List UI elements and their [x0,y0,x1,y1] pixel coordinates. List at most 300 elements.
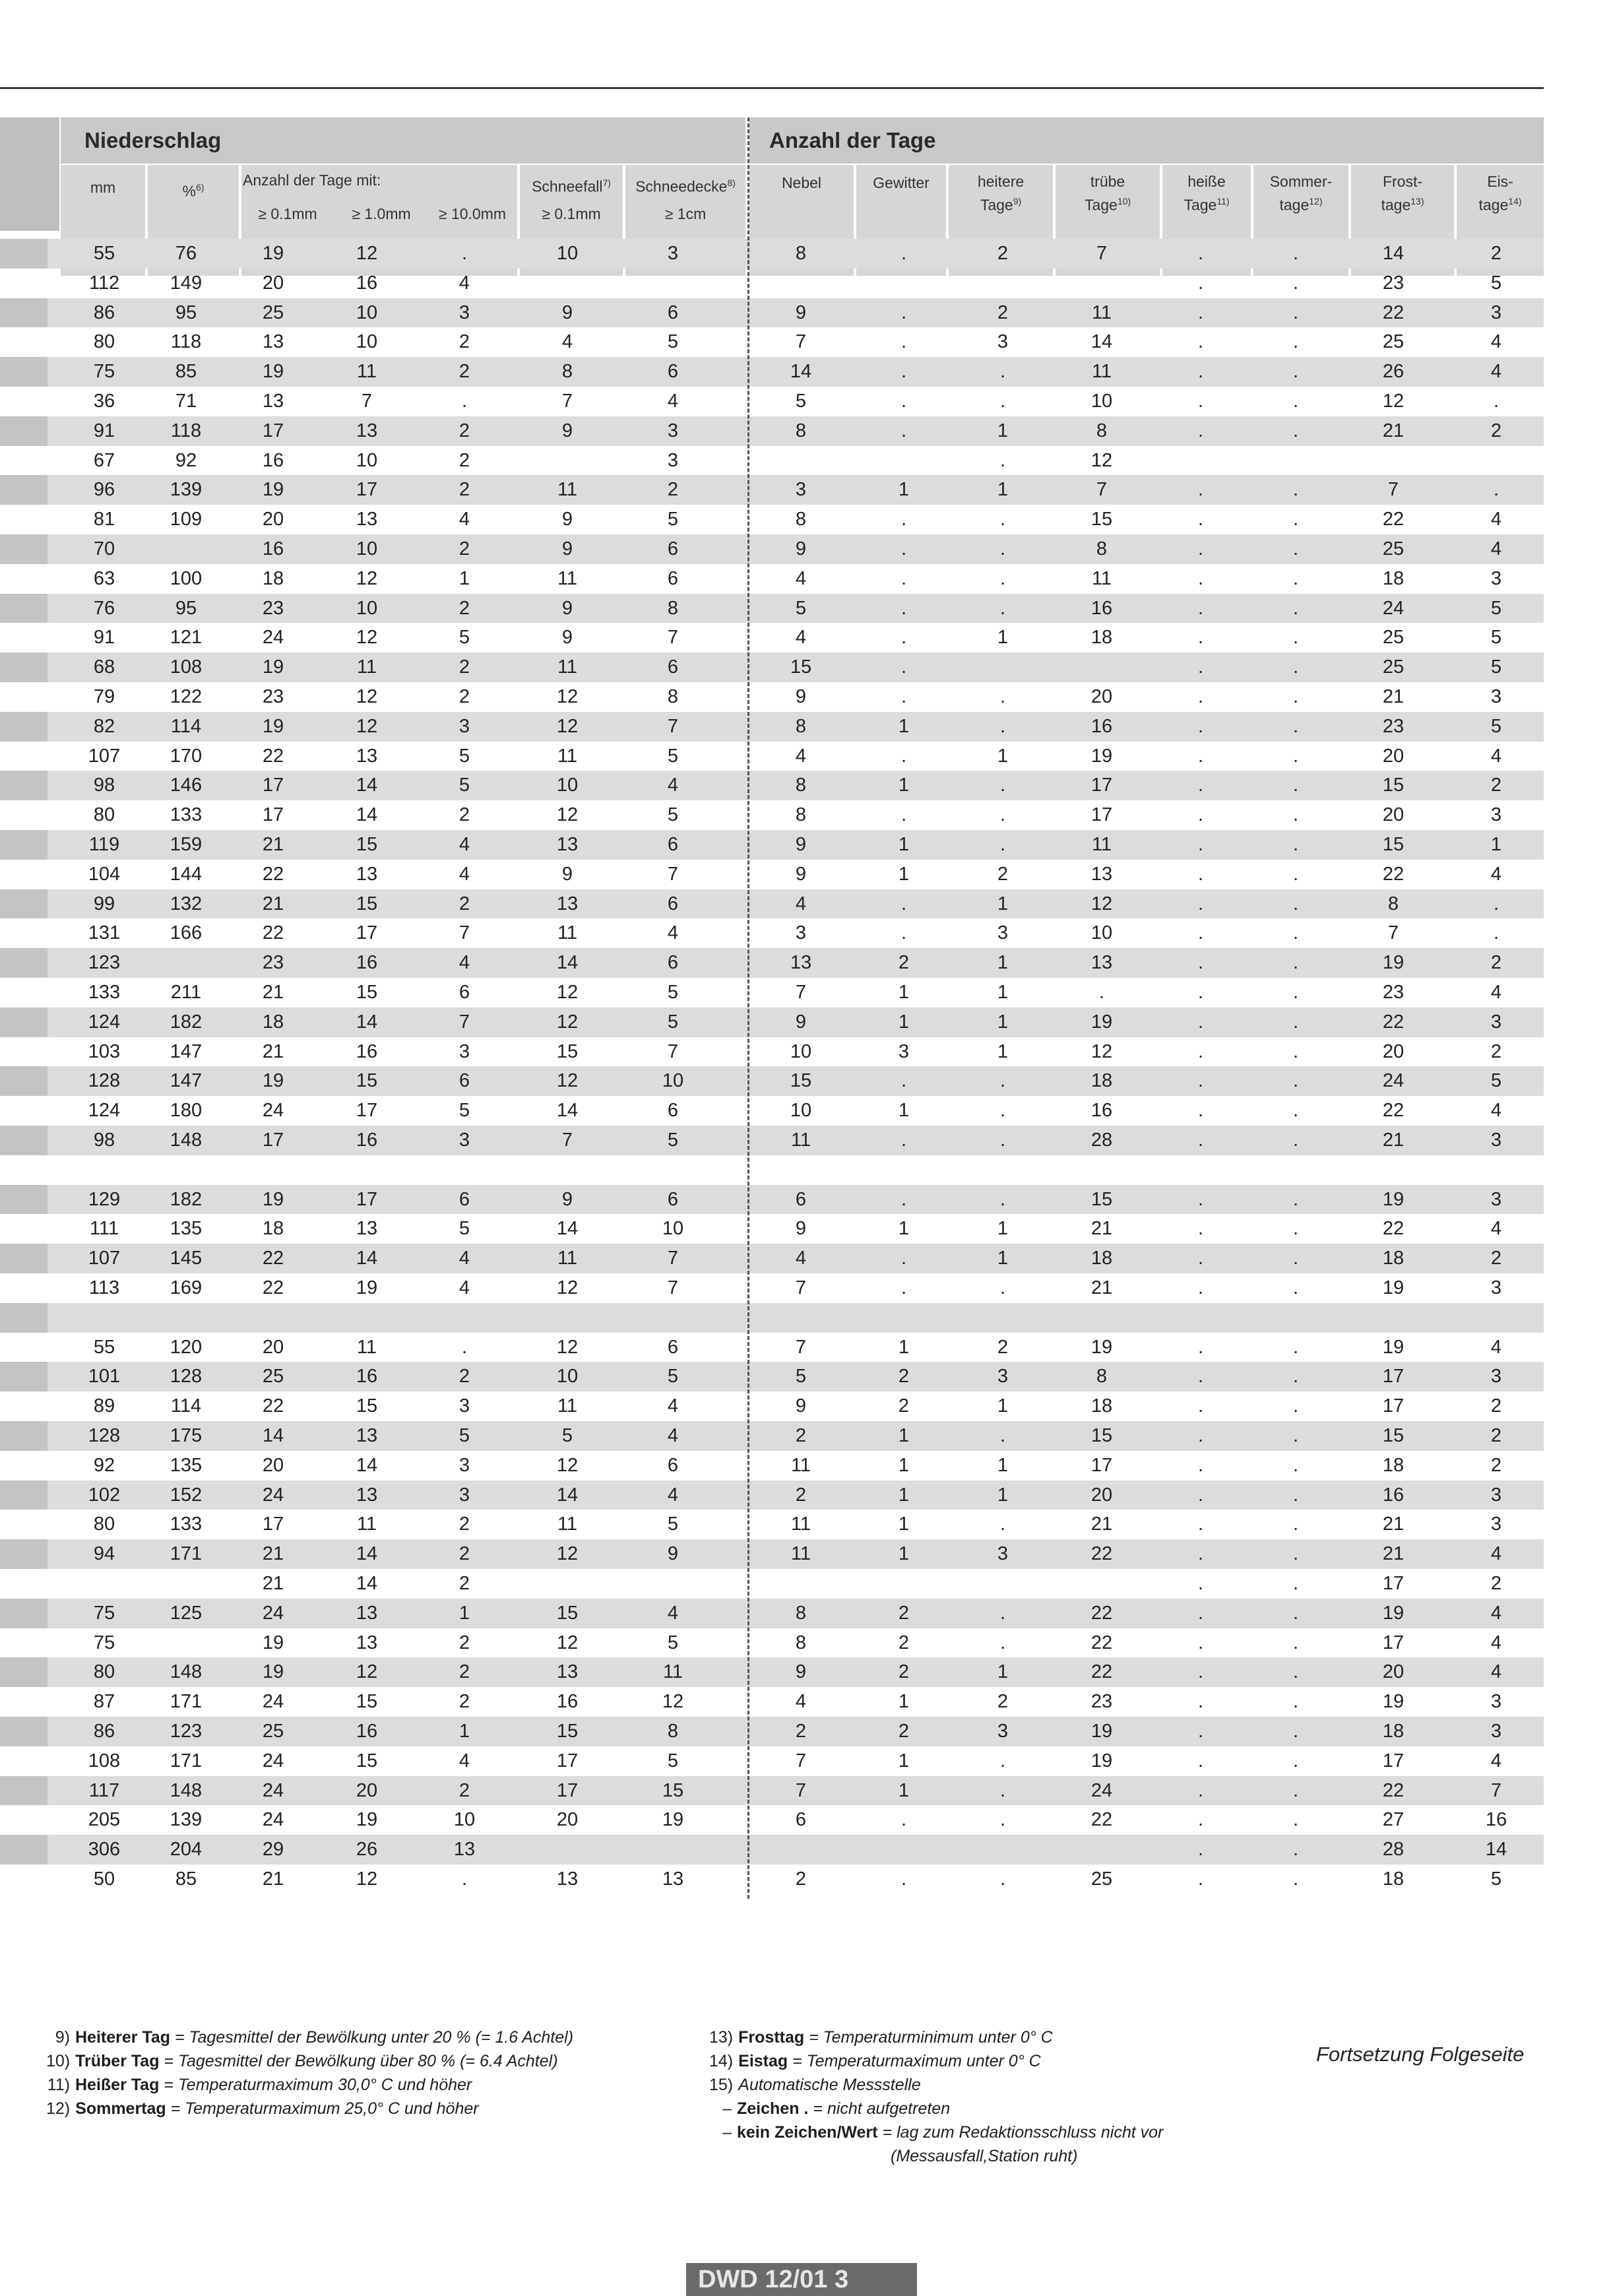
cell-truebe-tage: 13 [1091,863,1113,885]
cell-frosttage: 17 [1382,1750,1405,1771]
cell-schneedecke: 6 [667,893,679,914]
cell-pct: 147 [170,1070,203,1092]
cell-tage-10mm: 13 [356,1484,378,1506]
cell-heisse-tage: . [1197,420,1204,441]
cell-gewitter: 1 [898,1336,910,1358]
header-heisse-tage: heiße Tage$^{11)}$ [1162,165,1251,276]
cell-eistage: 3 [1490,1366,1502,1387]
cell-schneedecke: 8 [667,597,679,619]
cell-nebel: 3 [795,479,807,501]
cell-truebe-tage: 22 [1091,1632,1113,1653]
cell-truebe-tage: 11 [1091,302,1112,323]
cell-heisse-tage: . [1197,302,1204,323]
table-spacer-row [0,1303,1544,1333]
cell-schneedecke: 6 [667,538,679,559]
cell-tage-01mm: 24 [262,1750,284,1771]
cell-schneedecke: 6 [667,1336,679,1358]
cell-tage-100mm: 2 [459,656,470,678]
row-edge-band [0,1303,47,1333]
footnote-number: – [722,2123,732,2142]
cell-gewitter: . [901,1248,907,1269]
cell-gewitter: . [901,538,907,559]
cell-frosttage: 27 [1382,1809,1405,1831]
cell-mm: 75 [93,361,115,383]
cell-heitere-tage: 1 [997,893,1009,914]
row-edge-band [0,1657,47,1687]
cell-mm: 98 [93,775,115,796]
table-row [0,1244,1544,1273]
cell-heisse-tage: . [1197,1425,1204,1446]
cell-tage-10mm: 17 [356,922,378,944]
cell-mm: 50 [93,1868,115,1890]
table-row [0,1421,1544,1451]
cell-nebel: 8 [795,1602,807,1624]
cell-mm: 80 [93,1514,115,1535]
cell-heisse-tage: . [1197,331,1204,353]
cell-gewitter: 1 [898,1691,910,1713]
cell-mm: 86 [93,302,115,323]
row-edge-band [0,1126,47,1155]
cell-nebel: 10 [790,1040,812,1062]
table-row [0,1333,1544,1362]
table-row [0,1510,1544,1539]
cell-tage-100mm: 2 [459,1366,470,1387]
cell-frosttage: 19 [1382,1188,1405,1210]
cell-schneedecke: 7 [667,1248,679,1269]
cell-nebel: 11 [790,1454,811,1476]
cell-tage-01mm: 18 [262,1011,284,1033]
cell-schneedecke: 7 [667,715,679,737]
cell-tage-01mm: 21 [262,1040,284,1062]
cell-heisse-tage: . [1197,1691,1204,1713]
cell-tage-01mm: 19 [262,656,284,678]
cell-heisse-tage: . [1197,1218,1204,1240]
cell-schneefall: 12 [556,1011,579,1033]
row-edge-band [0,948,47,978]
cell-tage-01mm: 23 [262,952,284,974]
footnote-term: Trüber Tag [75,2052,160,2070]
cell-sommertage: . [1292,361,1299,383]
cell-heitere-tage: 1 [997,479,1009,501]
cell-frosttage: 22 [1382,509,1405,530]
cell-nebel: 11 [790,1514,811,1535]
cell-truebe-tage: 18 [1091,627,1113,649]
cell-tage-100mm: 2 [459,1632,470,1653]
cell-heitere-tage: . [999,597,1006,619]
cell-pct: 135 [170,1218,203,1240]
cell-frosttage: 7 [1387,922,1399,944]
table-row [0,1185,1544,1215]
cell-heisse-tage: . [1197,715,1204,737]
cell-truebe-tage: 12 [1091,1040,1113,1062]
cell-heisse-tage: . [1197,1721,1204,1742]
cell-heisse-tage: . [1197,1248,1204,1269]
cell-heitere-tage: 3 [997,1366,1009,1387]
cell-nebel: 9 [795,1218,807,1240]
cell-frosttage: 25 [1382,627,1405,649]
cell-schneefall: 11 [557,922,578,944]
cell-heitere-tage: 1 [997,745,1009,767]
cell-tage-10mm: 14 [356,804,378,826]
cell-pct: 148 [170,1661,203,1683]
cell-heitere-tage: . [999,1070,1006,1092]
cell-heitere-tage: . [999,391,1006,412]
table-row [0,446,1544,476]
cell-sommertage: . [1292,1839,1299,1861]
cell-tage-10mm: 13 [356,509,378,530]
cell-heitere-tage: . [999,1809,1006,1831]
cell-tage-100mm: . [461,391,468,412]
column-group-divider [747,117,749,1899]
cell-tage-10mm: 10 [356,331,378,353]
cell-heisse-tage: . [1197,1130,1204,1151]
cell-gewitter: 2 [898,952,910,974]
cell-heisse-tage: . [1197,361,1204,383]
cell-sommertage: . [1292,804,1299,826]
cell-frosttage: 20 [1382,1040,1405,1062]
header-anzahl: Anzahl der Tage mit: ≥ 0.1mm ≥ 1.0mm ≥ 10.0mm [241,165,517,276]
cell-schneefall: 11 [557,656,578,678]
cell-frosttage: 18 [1382,567,1405,589]
row-edge-band [0,1185,47,1215]
cell-gewitter: . [901,567,907,589]
table-row [0,416,1544,446]
cell-truebe-tage: 17 [1091,775,1113,796]
cell-eistage: 4 [1490,1218,1502,1240]
table-row [0,1451,1544,1481]
cell-heitere-tage: . [999,1130,1006,1151]
cell-tage-01mm: 22 [262,1395,284,1417]
table-row [0,1037,1544,1067]
cell-heisse-tage: . [1197,922,1204,944]
row-edge-band [0,1066,47,1096]
cell-pct: 133 [170,1514,203,1535]
row-edge-band [0,712,47,742]
cell-frosttage: 12 [1382,391,1405,412]
cell-frosttage: 24 [1382,597,1405,619]
cell-pct: 171 [170,1543,203,1565]
table-row [0,1569,1544,1599]
cell-tage-01mm: 24 [262,1100,284,1122]
table-row [0,1362,1544,1391]
cell-frosttage: 23 [1382,715,1405,737]
cell-schneedecke: 6 [667,302,679,323]
cell-schneedecke: 6 [667,567,679,589]
cell-schneedecke: 9 [667,1543,679,1565]
header-pct: %$^{6)}$ [148,165,239,276]
cell-nebel: 2 [795,1868,807,1890]
table-row [0,505,1544,534]
cell-gewitter: . [901,420,907,441]
cell-tage-10mm: 14 [356,1248,378,1269]
cell-eistage: 7 [1490,1779,1502,1801]
cell-mm: 92 [93,1454,115,1476]
cell-mm: 128 [88,1425,121,1446]
cell-frosttage: 22 [1382,302,1405,323]
cell-eistage: 3 [1490,1277,1502,1298]
cell-truebe-tage: 8 [1096,538,1108,559]
footnote-text: = Tagesmittel der Bewölkung über 80 % (= 6.4 Achtel) [159,2052,558,2070]
cell-schneedecke: 5 [667,804,679,826]
table-row [0,1096,1544,1126]
cell-tage-10mm: 15 [356,834,378,855]
cell-heitere-tage: 2 [997,302,1009,323]
footnote-number: 13) [709,2028,734,2047]
cell-tage-01mm: 13 [262,331,284,353]
cell-schneefall: 11 [557,1248,578,1269]
cell-truebe-tage: 14 [1091,331,1113,353]
cell-eistage: 4 [1490,1336,1502,1358]
cell-mm: 86 [93,1721,115,1742]
cell-gewitter: . [901,1130,907,1151]
cell-eistage: . [1493,479,1500,501]
footnote-text: = Temperaturminimum unter 0° C [804,2028,1053,2047]
cell-mm: 63 [93,567,115,589]
cell-schneefall: 11 [557,1514,578,1535]
cell-heisse-tage: . [1197,1070,1204,1092]
cell-sommertage: . [1292,1721,1299,1742]
cell-tage-01mm: 17 [262,775,284,796]
header-truebe-tage: trübe Tage$^{10)}$ [1056,165,1160,276]
cell-nebel: 4 [795,627,807,649]
cell-tage-10mm: 17 [356,1188,378,1210]
table-row [0,1599,1544,1628]
cell-schneedecke: 3 [667,420,679,441]
cell-schneedecke: 7 [667,863,679,885]
cell-truebe-tage: 18 [1091,1248,1113,1269]
row-edge-band [0,1481,47,1510]
cell-heisse-tage: . [1197,834,1204,855]
cell-mm: 81 [93,509,115,530]
cell-sommertage: . [1292,1188,1299,1210]
cell-frosttage: 17 [1382,1573,1405,1594]
cell-tage-10mm: 14 [356,1011,378,1033]
cell-nebel: 5 [795,597,807,619]
cell-mm: 70 [93,538,115,559]
cell-tage-10mm: 11 [356,656,377,678]
cell-heisse-tage: . [1197,1868,1204,1890]
cell-tage-100mm: 2 [459,597,470,619]
cell-heisse-tage: . [1197,863,1204,885]
cell-tage-10mm: 16 [356,952,378,974]
footnote-number: 10) [46,2052,71,2070]
cell-tage-10mm: 15 [356,893,378,914]
cell-eistage: 3 [1490,302,1502,323]
cell-tage-100mm: 5 [459,1218,470,1240]
cell-tage-01mm: 20 [262,272,284,294]
footnote-number: 11) [47,2076,70,2094]
cell-tage-100mm: 2 [459,449,470,471]
cell-heisse-tage: . [1197,567,1204,589]
cell-tage-01mm: 24 [262,1809,284,1831]
cell-sommertage: . [1292,1779,1299,1801]
cell-pct: 180 [170,1100,203,1122]
cell-schneefall: 12 [556,1277,579,1298]
row-edge-band [0,416,47,446]
cell-truebe-tage: 16 [1091,1100,1113,1122]
table-row [0,564,1544,594]
cell-schneedecke: 4 [667,775,679,796]
cell-tage-01mm: 22 [262,922,284,944]
cell-schneefall: 9 [561,597,573,619]
cell-schneefall: 12 [556,715,579,737]
cell-eistage: 3 [1490,804,1502,826]
cell-gewitter: 1 [898,715,910,737]
cell-tage-01mm: 19 [262,479,284,501]
cell-frosttage: 14 [1382,243,1405,264]
cell-heitere-tage: 3 [997,1543,1009,1565]
cell-nebel: 9 [795,302,807,323]
cell-schneedecke: 12 [662,1691,684,1713]
cell-mm: 131 [88,922,121,944]
cell-tage-01mm: 21 [262,1573,284,1594]
cell-pct: 95 [175,597,197,619]
footnote-text: = Temperaturmaximum 25,0° C und höher [166,2099,479,2118]
cell-truebe-tage: 10 [1091,922,1113,944]
cell-tage-100mm: 2 [459,1691,470,1713]
cell-schneedecke: 6 [667,1100,679,1122]
cell-tage-10mm: 10 [356,302,378,323]
cell-tage-01mm: 21 [262,834,284,855]
cell-tage-01mm: 19 [262,243,284,264]
cell-tage-100mm: 2 [459,361,470,383]
cell-schneefall: 17 [556,1750,579,1771]
cell-sommertage: . [1292,1809,1299,1831]
cell-nebel: 9 [795,834,807,855]
cell-truebe-tage: 16 [1091,597,1113,619]
cell-nebel: 4 [795,1248,807,1269]
cell-tage-100mm: 2 [459,479,470,501]
cell-pct: 166 [170,922,203,944]
cell-gewitter: 1 [898,1011,910,1033]
cell-tage-01mm: 22 [262,1277,284,1298]
cell-mm: 205 [88,1809,121,1831]
cell-tage-100mm: 2 [459,331,470,353]
cell-truebe-tage: 11 [1091,361,1112,383]
cell-tage-100mm: 4 [459,834,470,855]
cell-tage-10mm: 13 [356,1602,378,1624]
cell-tage-01mm: 18 [262,567,284,589]
row-edge-band [0,475,47,505]
cell-mm: 123 [88,952,121,974]
table-row [0,860,1544,889]
cell-frosttage: 24 [1382,1070,1405,1092]
cell-frosttage: 19 [1382,1602,1405,1624]
cell-heisse-tage: . [1197,893,1204,914]
cell-heitere-tage: 2 [997,1691,1009,1713]
cell-tage-01mm: 20 [262,1454,284,1476]
cell-tage-100mm: . [461,1868,468,1890]
cell-truebe-tage: . [1098,982,1105,1003]
cell-heitere-tage: 1 [997,1661,1009,1683]
cell-tage-10mm: 14 [356,1573,378,1594]
cell-pct: 120 [170,1336,203,1358]
cell-truebe-tage: 19 [1091,1336,1113,1358]
cell-sommertage: . [1292,1661,1299,1683]
cell-eistage: 4 [1490,361,1502,383]
cell-tage-10mm: 16 [356,1130,378,1151]
cell-heitere-tage: 1 [997,1011,1009,1033]
cell-pct: 85 [175,1868,197,1890]
cell-gewitter: . [901,1070,907,1092]
cell-eistage: 3 [1490,1484,1502,1506]
cell-sommertage: . [1292,538,1299,559]
cell-mm: 107 [88,1248,121,1269]
cell-mm: 124 [88,1011,121,1033]
cell-frosttage: 15 [1382,1425,1405,1446]
cell-mm: 107 [88,745,121,767]
cell-truebe-tage: 7 [1096,479,1108,501]
cell-tage-100mm: 5 [459,627,470,649]
cell-heisse-tage: . [1197,1514,1204,1535]
cell-pct: 85 [175,361,197,383]
cell-schneefall: 13 [556,1868,579,1890]
cell-tage-100mm: 4 [459,952,470,974]
cell-mm: 87 [93,1691,115,1713]
cell-eistage: . [1493,391,1500,412]
cell-pct: 95 [175,302,197,323]
cell-eistage: . [1493,922,1500,944]
cell-tage-100mm: 4 [459,1277,470,1298]
cell-sommertage: . [1292,863,1299,885]
cell-sommertage: . [1292,302,1299,323]
cell-heitere-tage: 2 [997,863,1009,885]
cell-gewitter: 1 [898,1100,910,1122]
cell-mm: 102 [88,1484,121,1506]
cell-nebel: 7 [795,982,807,1003]
cell-tage-10mm: 15 [356,1395,378,1417]
cell-heisse-tage: . [1197,391,1204,412]
continuation-note: Fortsetzung Folgeseite [1316,2043,1525,2066]
cell-tage-100mm: 5 [459,745,470,767]
table-row [0,534,1544,564]
cell-truebe-tage: 22 [1091,1543,1113,1565]
cell-pct: 175 [170,1425,203,1446]
cell-sommertage: . [1292,597,1299,619]
footnote [709,2025,1163,2049]
cell-heisse-tage: . [1197,1573,1204,1594]
cell-eistage: 4 [1490,982,1502,1003]
cell-heitere-tage: 1 [997,420,1009,441]
cell-tage-01mm: 22 [262,1248,284,1269]
cell-heisse-tage: . [1197,509,1204,530]
table-row [0,1657,1544,1687]
cell-nebel: 11 [790,1543,811,1565]
cell-gewitter: . [901,656,907,678]
cell-mm: 76 [93,597,115,619]
cell-sommertage: . [1292,1070,1299,1092]
cell-gewitter: . [901,804,907,826]
cell-eistage: 2 [1490,243,1502,264]
cell-nebel: 9 [795,686,807,707]
cell-frosttage: 18 [1382,1454,1405,1476]
cell-eistage: 2 [1490,420,1502,441]
cell-schneefall: 8 [561,361,573,383]
cell-heisse-tage: . [1197,775,1204,796]
cell-schneedecke: 15 [662,1779,684,1801]
cell-schneedecke: 7 [667,1040,679,1062]
cell-schneefall: 12 [556,982,579,1003]
cell-mm: 91 [93,420,115,441]
cell-frosttage: 15 [1382,834,1405,855]
cell-gewitter: . [901,509,907,530]
cell-heisse-tage: . [1197,1543,1204,1565]
cell-schneefall: 13 [556,834,579,855]
cell-heitere-tage: 1 [997,1454,1009,1476]
cell-heitere-tage: 3 [997,922,1009,944]
footnote [46,2049,573,2073]
cell-pct: 139 [170,1809,203,1831]
